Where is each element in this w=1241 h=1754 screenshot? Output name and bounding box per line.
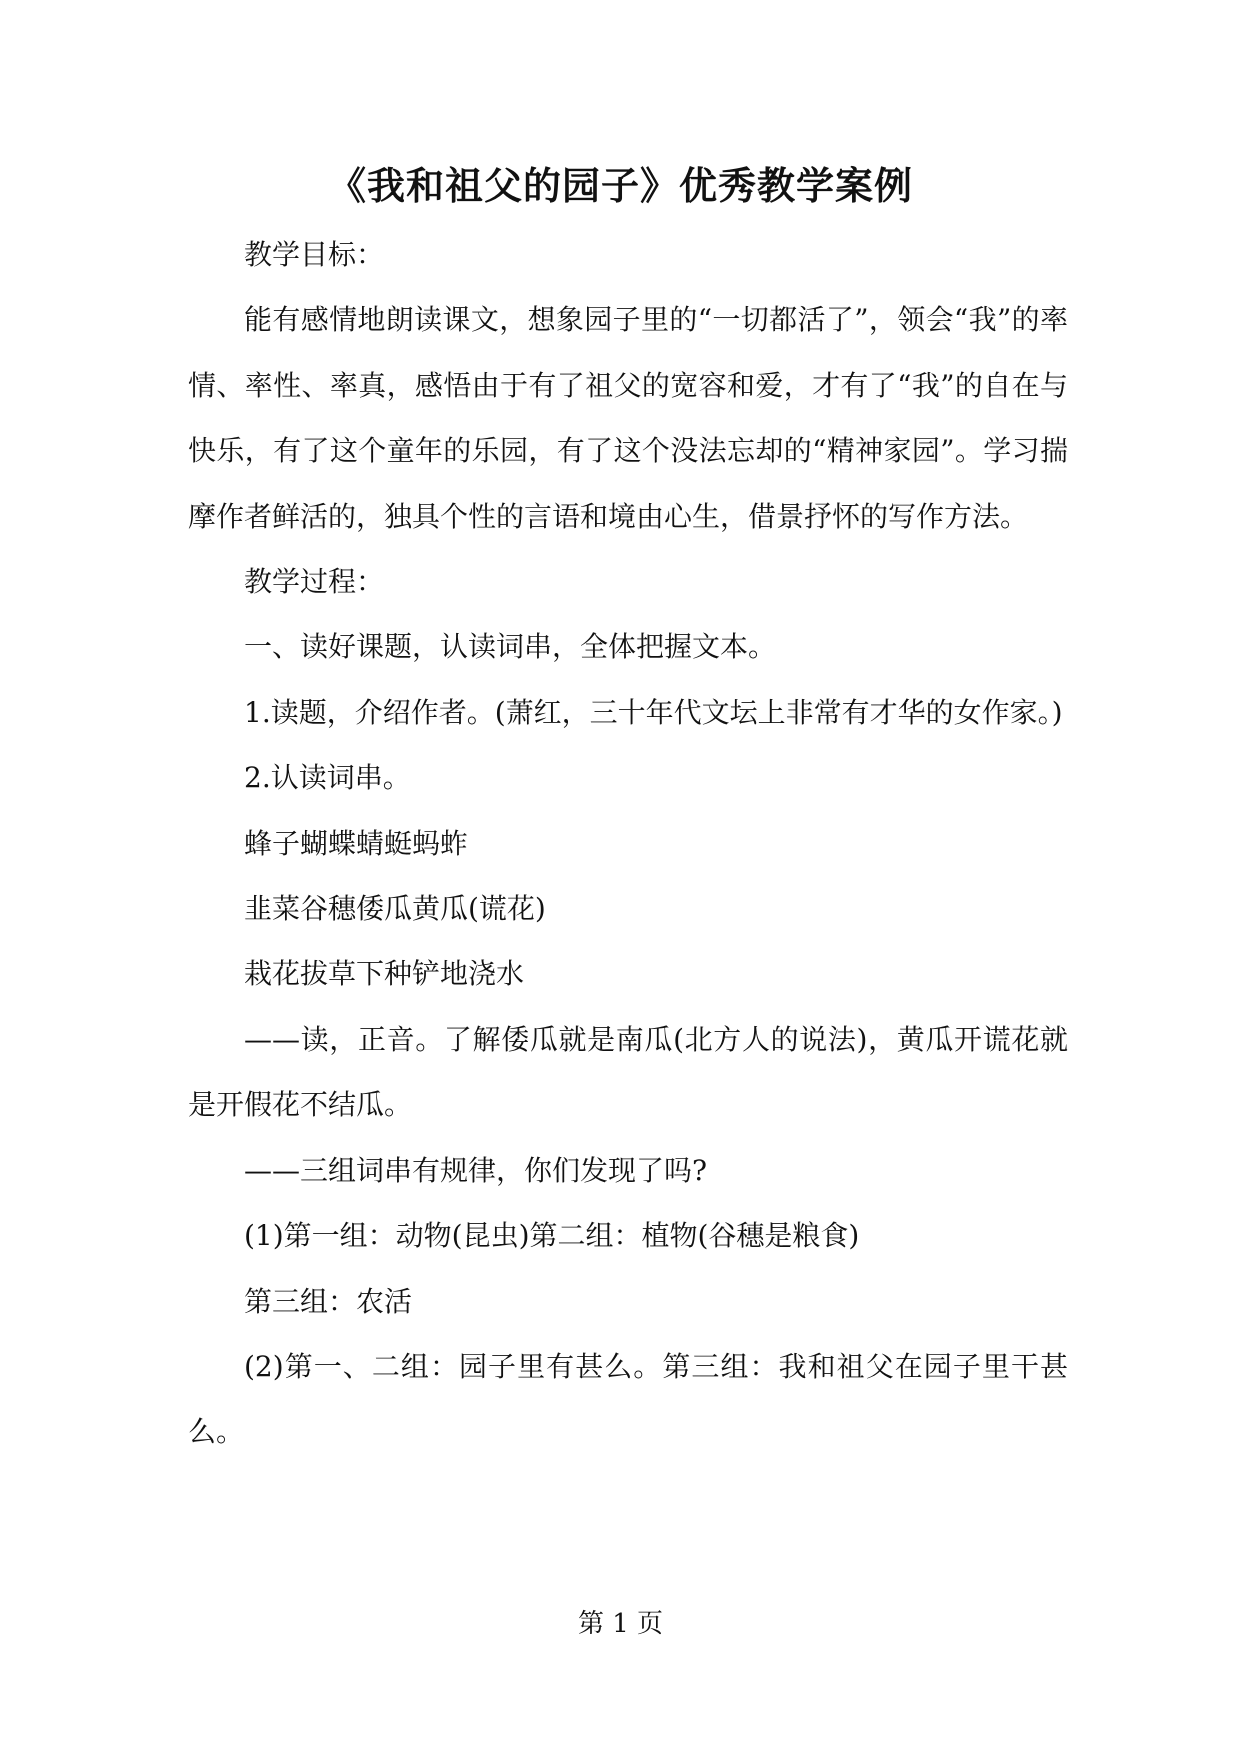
word-group-2: 韭菜谷穗倭瓜黄瓜(谎花): [244, 892, 546, 926]
document-body: [188, 222, 1068, 1465]
paragraph-section-one: 一、读好课题，认读词串，全体把握文本。: [244, 630, 777, 664]
paragraph-answer-2: (2)第一、二组：园子里有甚么。第三组：我和祖父在园子里干甚么。: [188, 1349, 1068, 1449]
word-group-3: 栽花拔草下种铲地浇水: [244, 957, 525, 991]
paragraph-answer-1: (1)第一组：动物(昆虫)第二组：植物(谷穗是粮食): [244, 1219, 860, 1253]
paragraph-step-1: 1.读题，介绍作者。(萧红，三十年代文坛上非常有才华的女作家。): [244, 695, 1063, 729]
paragraph-teaching-goals: 能有感情地朗读课文，想象园子里的“一切都活了”，领会“我”的率情、率性、率真，感悟由于有了祖父的宽容和爱，才有了“我”的自在与快乐，有了这个童年的乐园，有了这个没法忘却的“精神家园”。学习揣摩作者鲜活的，独具个性的言语和境由心生，借景抒怀的写作方法。: [188, 303, 1068, 533]
paragraph-teaching-process-heading: 教学过程：: [244, 565, 385, 599]
paragraph-question: ——三组词串有规律，你们发现了吗?: [244, 1153, 708, 1187]
paragraph-reading-note: ——读，正音。了解倭瓜就是南瓜(北方人的说法)，黄瓜开谎花就是开假花不结瓜。: [188, 1022, 1068, 1122]
word-group-1: 蜂子蝴蝶蜻蜓蚂蚱: [244, 826, 469, 860]
page-number: 第 1 页: [577, 1609, 664, 1639]
document-title: 《我和祖父的园子》优秀教学案例: [327, 163, 913, 208]
paragraph-group-3: 第三组：农活: [244, 1284, 413, 1318]
paragraph-step-2: 2.认读词串。: [244, 761, 411, 795]
paragraph-teaching-goals-heading: 教学目标：: [244, 238, 385, 271]
